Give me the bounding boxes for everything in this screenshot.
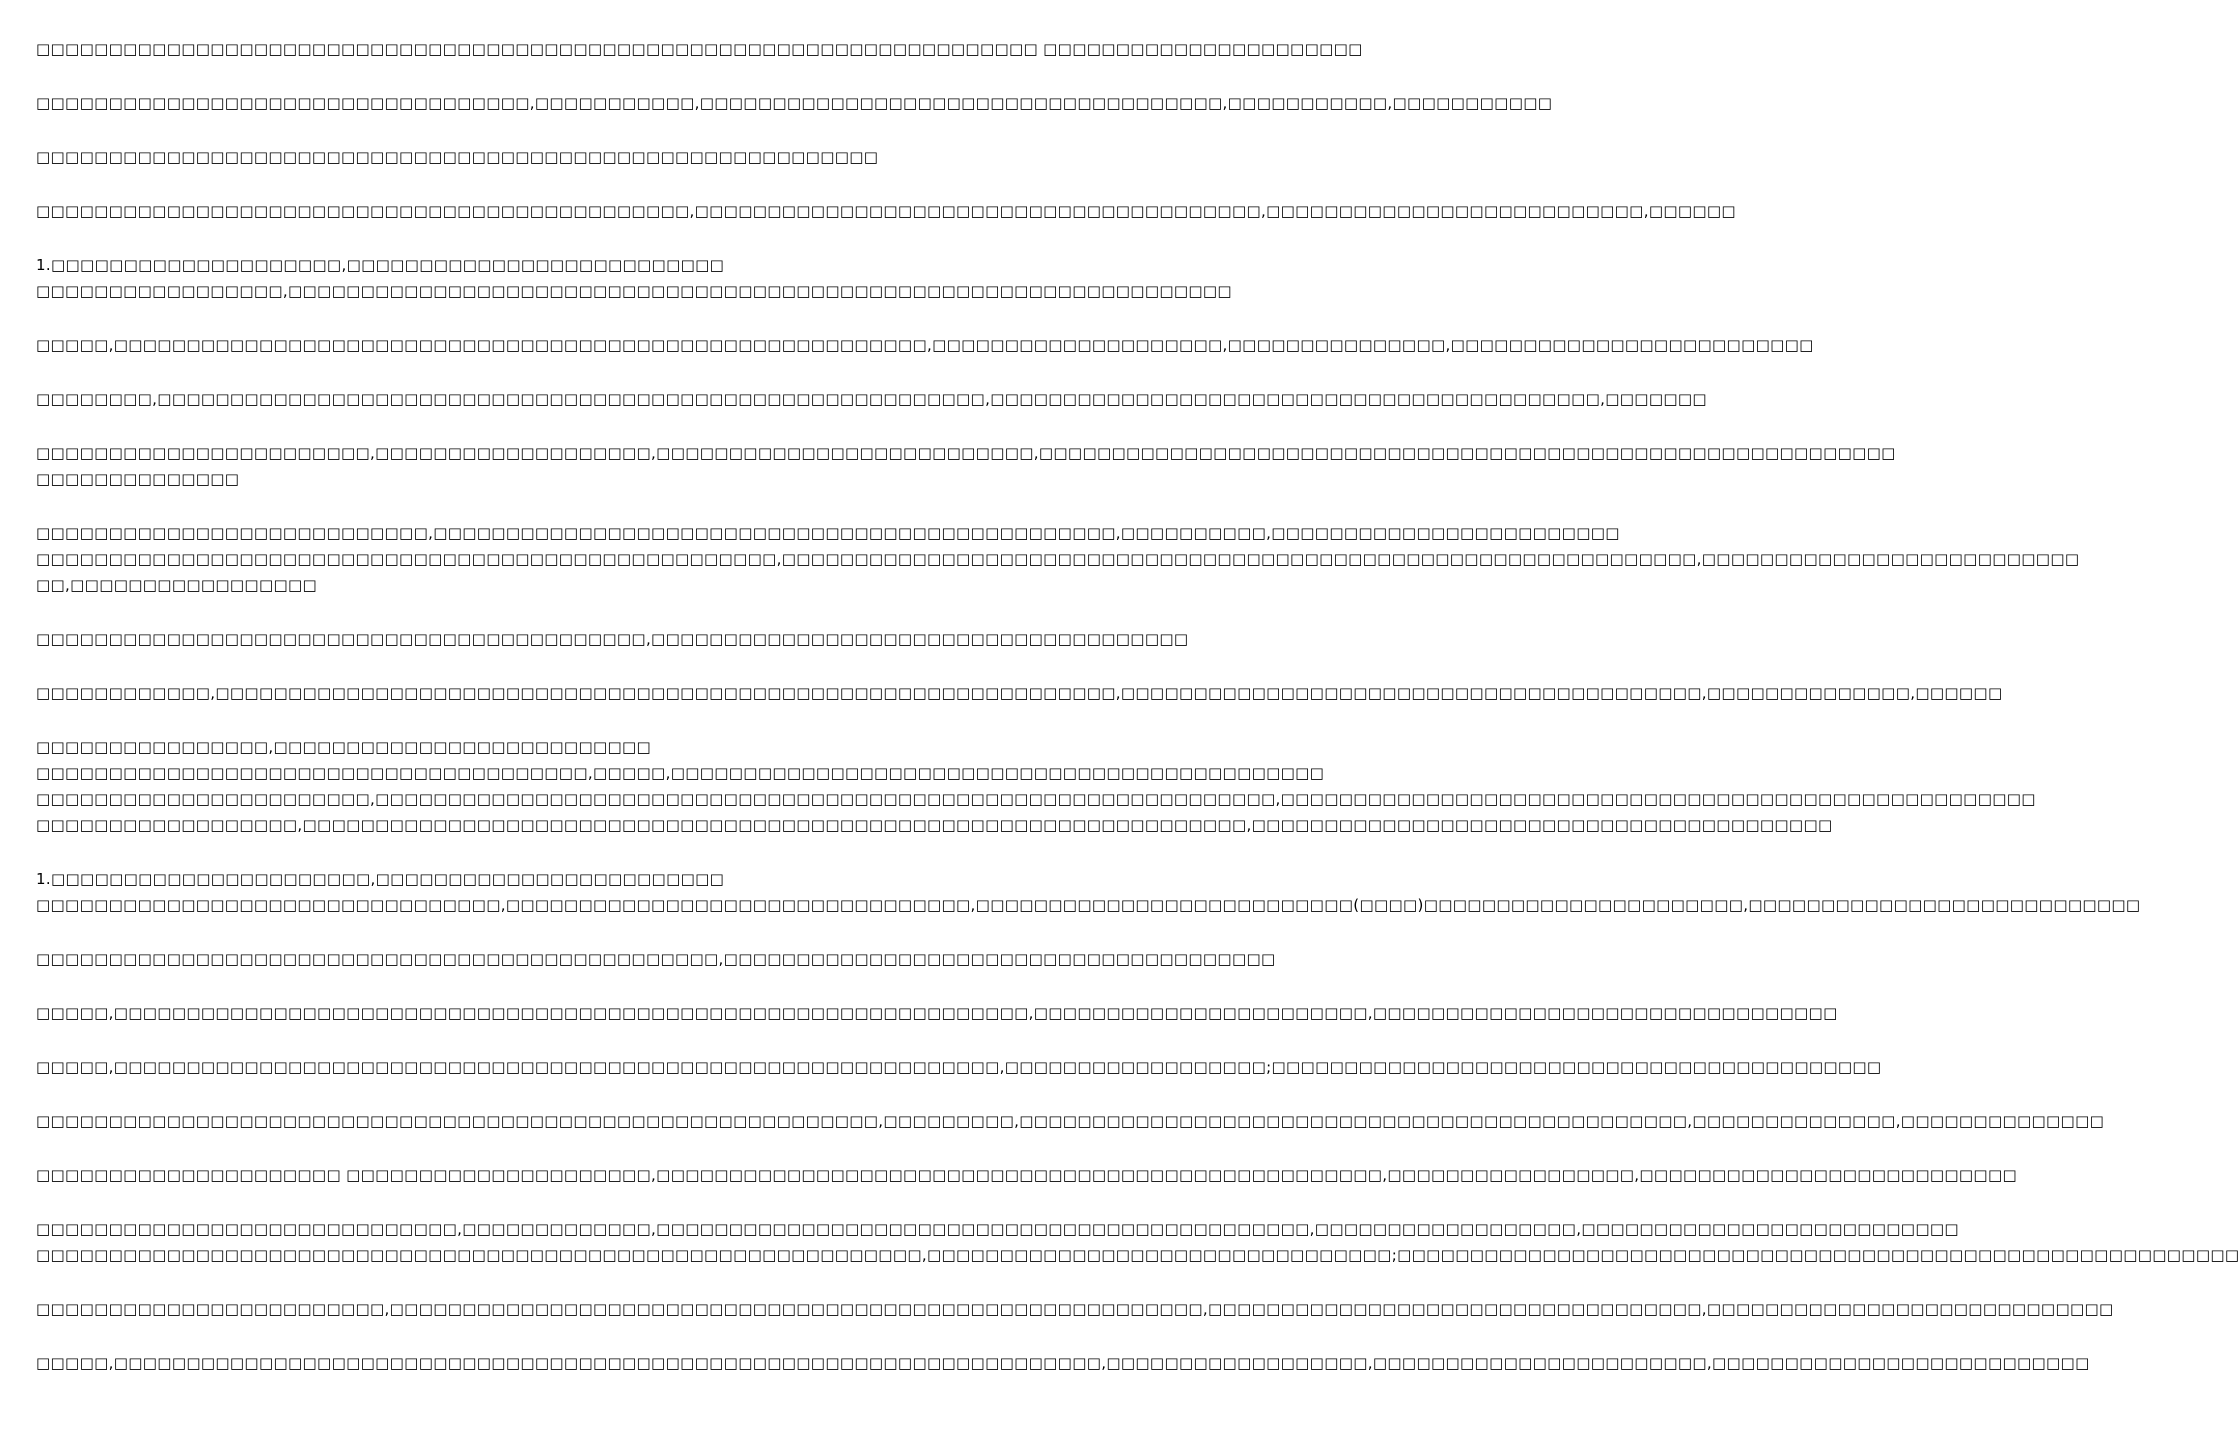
text-line: □□□□□,□□□□□□□□□□□□□□□□□□□□□□□□□□□□□□□□□□□□□□□□□□□□□□□□□□□□□□□□□□□□□□□□□□□□,□□□□□□□□□□□□□□□□□□,□□□□□□□□□□□□□□□□□□□□□□□,□□□□□□□□□□□□□□□□□□□□□□□□□□	[36, 1354, 2090, 1372]
paragraph	[36, 36, 1363, 62]
text-line: □□□□□□□□□□□□□□□□□□,□□□□□□□□□□□□□□□□□□□□□□□□□□□□□□□□□□□□□□□□□□□□□□□□□□□□□□□□□□□□□□□□□,□□□□□□□□□□□□□□□□□□□□□□□□□□□□□□□□□□□□□□□□	[36, 816, 1833, 834]
paragraph	[36, 1216, 2239, 1268]
text-line: 1.□□□□□□□□□□□□□□□□□□□□□□,□□□□□□□□□□□□□□□□□□□□□□□□	[36, 870, 725, 888]
paragraph	[36, 1000, 1838, 1026]
text-line: □□□□□,□□□□□□□□□□□□□□□□□□□□□□□□□□□□□□□□□□□□□□□□□□□□□□□□□□□□□□□□□□□□□□□,□□□□□□□□□□□□□□□□□□□□□□□,□□□□□□□□□□□□□□□□□□□□□□□□□□□□□□□□	[36, 1004, 1838, 1022]
text-line: □□□□□□□□□□□□□□□□□□□□□□□□□□□□□□□□,□□□□□□□□□□□□□□□□□□□□□□□□□□□□□□□□,□□□□□□□□□□□□□□□□□□□□□□□□□□(□□□□)□□□□□□□□□□□□□□□□□□□□□□,□□□□□□□□□□□□□□□□□□□□□□□□□□□	[36, 896, 2141, 914]
text-line: □□□□□□□□□□□□□□□□□□□□□□□,□□□□□□□□□□□□□□□□□□□,□□□□□□□□□□□□□□□□□□□□□□□□□□,□□□□□□□□□□□□□□□□□□□□□□□□□□□□□□□□□□□□□□□□□□□□□□□□□□□□□□□□□□□	[36, 444, 1896, 462]
text-line: □□□□□□□□□□□□□□□□□□□□□□□□□□□□□□□□□□□□□□□□□□□□□□□□□□□□□□□□□□□□□,□□□□□□□□□□□□□□□□□□□□□□□□□□□□□□□□;□□□□□□□□□□□□□□□□□□□□□□□□□□□□□□□□□□□□□□□□□□□□□□□□□□□□□□□□□□	[36, 1246, 2239, 1264]
paragraph	[36, 520, 2080, 598]
paragraph	[36, 1162, 2017, 1188]
text-line: □□□□□□□□□□□□□□□□□□□□□□□□□□□□□□□□□□□□□□,□□□□□,□□□□□□□□□□□□□□□□□□□□□□□□□□□□□□□□□□□□□□□□□□□□□	[36, 764, 1325, 782]
text-line: □□□□□□□□,□□□□□□□□□□□□□□□□□□□□□□□□□□□□□□□□□□□□□□□□□□□□□□□□□□□□□□□□□,□□□□□□□□□□□□□□□□□□□□□□□□□□□□□□□□□□□□□□□□□□,□□□□□□□	[36, 390, 1707, 408]
paragraph	[36, 1054, 1882, 1080]
text-line: □□□□□□□□□□□□□□□□□□□□□□□□□□□□□□□□□□,□□□□□□□□□□□,□□□□□□□□□□□□□□□□□□□□□□□□□□□□□□□□□□□□,□□□□□□□□□□□,□□□□□□□□□□□	[36, 94, 1553, 112]
paragraph	[36, 332, 1814, 358]
text-line: □□□□□□□□□□□□□□□□□□□□□□□□□□□□□□□□□□□□□□□□□□,□□□□□□□□□□□□□□□□□□□□□□□□□□□□□□□□□□□□□	[36, 630, 1189, 648]
paragraph	[36, 1350, 2090, 1376]
document-body	[36, 36, 2239, 1436]
text-line: □□□□□□□□□□□□□□□□□□□□□□□□□□□□□□□□□□□□□□□□□□□□□□□□□□□□□□□□□□□□□□□□□□□□□ □□□□□□□□□□□□□□□□□□□□□□	[36, 40, 1363, 58]
paragraph	[36, 866, 2141, 918]
text-line: □□□□□□□□□□□□□□□□□□□□□□□□□□□□□,□□□□□□□□□□□□□,□□□□□□□□□□□□□□□□□□□□□□□□□□□□□□□□□□□□□□□□□□□□□,□□□□□□□□□□□□□□□□□□,□□□□□□□□□□□□□□□□□□□□□□□□□□	[36, 1220, 1959, 1238]
paragraph	[36, 144, 990, 170]
paragraph	[36, 386, 1707, 412]
text-line: □□□□□□□□□□□□□□□□□□□□□□□□□□□□□□□□□□□□□□□□□□□□□□□□□□□□□□□□□□,□□□□□□□□□,□□□□□□□□□□□□□□□□□□□□□□□□□□□□□□□□□□□□□□□□□□□□□□,□□□□□□□□□□□□□□,□□□□□□□□□□□□□□	[36, 1112, 2105, 1130]
text-line: □□□□□□□□□□□□□□□□□□□□□□□□□□□□□□□□□□□□□□□□□□□□□□□□□□□,□□□□□□□□□□□□□□□□□□□□□□□□□□□□□□□□□□□□□□□□□□□□□□□□□□□□□□□□□□□□□□□,□□□□□□□□□□□□□□□□□□□□□□□□□□	[36, 550, 2080, 568]
text-line: □□□□□□□□□□□□□□□□□,□□□□□□□□□□□□□□□□□□□□□□□□□□□□□□□□□□□□□□□□□□□□□□□□□□□□□□□□□□□□□□□□□	[36, 282, 1232, 300]
text-line: □□□□□□□□□□□□□□□□□□□□□□□□□□□□□□□□□□□□□□□□□□□□□□□□□□□□□□□□□□	[36, 148, 879, 166]
text-line: □□□□□,□□□□□□□□□□□□□□□□□□□□□□□□□□□□□□□□□□□□□□□□□□□□□□□□□□□□□□□□□□□□□,□□□□□□□□□□□□□□□□□□;□□□□□□□□□□□□□□□□□□□□□□□□□□□□□□□□□□□□□□□□□□	[36, 1058, 1882, 1076]
text-line: □□□□□□□□□□□□□□□□□□□□□□□□□□□,□□□□□□□□□□□□□□□□□□□□□□□□□□□□□□□□□□□□□□□□□□□□□□□,□□□□□□□□□□,□□□□□□□□□□□□□□□□□□□□□□□□	[36, 524, 1620, 542]
text-line: 1.□□□□□□□□□□□□□□□□□□□□,□□□□□□□□□□□□□□□□□□□□□□□□□□	[36, 256, 725, 274]
text-line: □□□□□□□□□□□□□□□□□□□□□□□□□□□□□□□□□□□□□□□□□□□□□□□,□□□□□□□□□□□□□□□□□□□□□□□□□□□□□□□□□□□□□□	[36, 950, 1276, 968]
paragraph	[36, 1108, 2105, 1134]
text-line: □□□□□□□□□□□□□□	[36, 470, 240, 488]
paragraph	[36, 440, 1896, 492]
text-line: □□□□□□□□□□□□□□□□□□□□□□□,□□□□□□□□□□□□□□□□□□□□□□□□□□□□□□□□□□□□□□□□□□□□□□□□□□□□□□□□□□□□□□,□□□□□□□□□□□□□□□□□□□□□□□□□□□□□□□□□□□□□□□□□□□□□□□□□□□□	[36, 790, 2036, 808]
text-line: □□,□□□□□□□□□□□□□□□□□	[36, 576, 318, 594]
text-line: □□□□□□□□□□□□□□□□□□□□□□□□,□□□□□□□□□□□□□□□□□□□□□□□□□□□□□□□□□□□□□□□□□□□□□□□□□□□□□□□□,□□□□□□□□□□□□□□□□□□□□□□□□□□□□□□□□□□,□□□□□□□□□□□□□□□□□□□□□□□□□□□□	[36, 1300, 2114, 1318]
paragraph	[36, 198, 1736, 224]
text-line: □□□□□□□□□□□□□□□□□□□□□ □□□□□□□□□□□□□□□□□□□□□,□□□□□□□□□□□□□□□□□□□□□□□□□□□□□□□□□□□□□□□□□□□□□□□□□□,□□□□□□□□□□□□□□□□□,□□□□□□□□□□□□□□□□□□□□□□□□□□	[36, 1166, 2017, 1184]
paragraph	[36, 946, 1276, 972]
text-line: □□□□□□□□□□□□□□□□□□□□□□□□□□□□□□□□□□□□□□□□□□□□□,□□□□□□□□□□□□□□□□□□□□□□□□□□□□□□□□□□□□□□□,□□□□□□□□□□□□□□□□□□□□□□□□□□,□□□□□□	[36, 202, 1736, 220]
paragraph	[36, 90, 1553, 116]
paragraph	[36, 734, 2036, 838]
paragraph	[36, 626, 1189, 652]
paragraph	[36, 680, 2003, 706]
text-line: □□□□□,□□□□□□□□□□□□□□□□□□□□□□□□□□□□□□□□□□□□□□□□□□□□□□□□□□□□□□□□,□□□□□□□□□□□□□□□□□□□□,□□□□□□□□□□□□□□□,□□□□□□□□□□□□□□□□□□□□□□□□□	[36, 336, 1814, 354]
text-line: □□□□□□□□□□□□,□□□□□□□□□□□□□□□□□□□□□□□□□□□□□□□□□□□□□□□□□□□□□□□□□□□□□□□□□□□□□□,□□□□□□□□□□□□□□□□□□□□□□□□□□□□□□□□□□□□□□□□,□□□□□□□□□□□□□□,□□□□□□	[36, 684, 2003, 702]
paragraph	[36, 1296, 2114, 1322]
paragraph	[36, 252, 1232, 304]
text-line: □□□□□□□□□□□□□□□□,□□□□□□□□□□□□□□□□□□□□□□□□□□	[36, 738, 652, 756]
